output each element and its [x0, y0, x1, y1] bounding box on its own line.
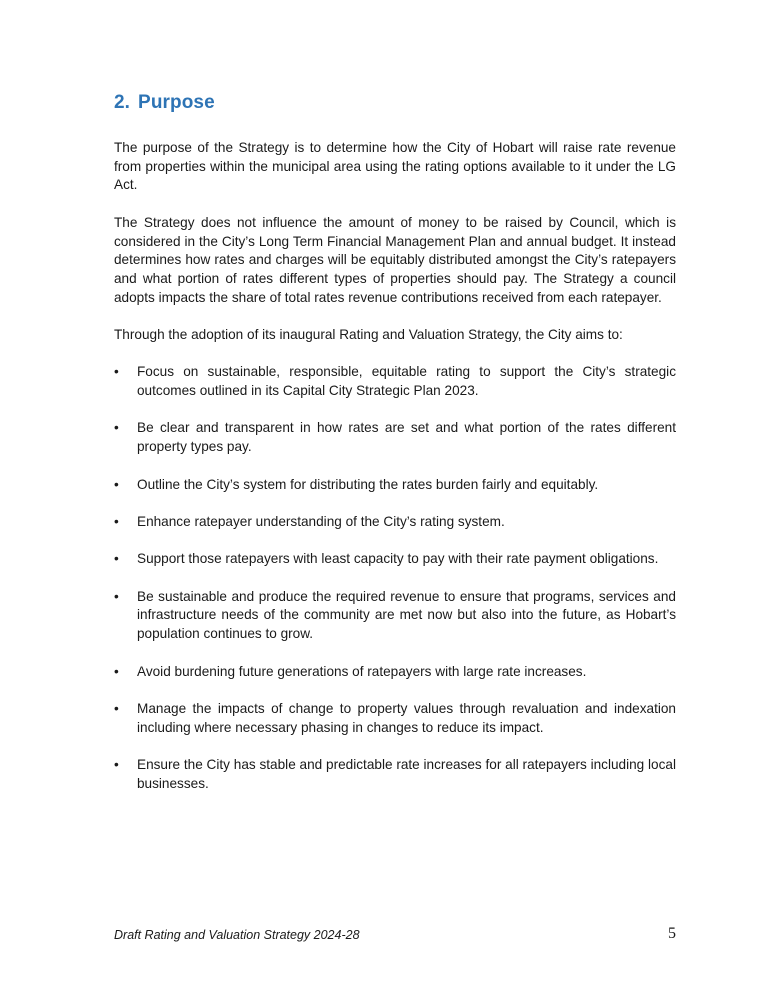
list-item-text: Focus on sustainable, responsible, equitable rating to support the City’s strategic outcomes outlined in its Capital City Strategic Plan 2023.	[137, 364, 676, 399]
list-item-text: Avoid burdening future generations of ratepayers with large rate increases.	[137, 663, 587, 679]
bullet-icon: •	[114, 700, 119, 716]
paragraph-aims-intro: Through the adoption of its inaugural Rating and Valuation Strategy, the City aims to:	[114, 327, 623, 342]
list-item-text: Be clear and transparent in how rates are set and what portion of the rates different property types pay.	[137, 420, 676, 455]
bullet-icon: •	[114, 476, 119, 492]
paragraph-purpose: The purpose of the Strategy is to determine how the City of Hobart will raise rate revenue from properties within the municipal area using the rating options available to it under the LG Act.	[114, 140, 676, 193]
bullet-icon: •	[114, 757, 119, 773]
list-item	[114, 588, 676, 644]
bullet-icon: •	[114, 420, 119, 436]
list-item-text: Manage the impacts of change to property values through revaluation and indexation including where necessary phasing in changes to reduce its impact.	[137, 700, 676, 735]
list-item-text: Support those ratepayers with least capacity to pay with their rate payment obligations.	[137, 551, 659, 567]
aims-list	[114, 363, 676, 793]
section-body	[114, 139, 676, 812]
list-item-text: Be sustainable and produce the required revenue to ensure that programs, services and infrastructure needs of the community are met now but also into the future, as Hobart’s population continues to grow.	[137, 588, 676, 642]
paragraph-influence: The Strategy does not influence the amount of money to be raised by Council, which is considered in the City’s Long Term Financial Management Plan and annual budget. It instead determines how rates and charges will be equitably distributed amongst the City’s ratepayers and what portion of rates different types of properties should pay. The Strategy a council adopts impacts the share of total rates revenue contributions received from each ratepayer.	[114, 214, 676, 305]
list-item	[114, 663, 676, 682]
bullet-icon: •	[114, 663, 119, 679]
bullet-icon: •	[114, 551, 119, 567]
list-item	[114, 700, 676, 737]
list-item-text: Ensure the City has stable and predictable rate increases for all ratepayers including local businesses.	[137, 757, 676, 791]
list-item-text: Enhance ratepayer understanding of the City’s rating system.	[137, 513, 505, 529]
section-title: Purpose	[138, 92, 215, 113]
list-item	[114, 756, 676, 793]
section-number: 2.	[114, 92, 131, 113]
bullet-icon: •	[114, 513, 119, 529]
list-item	[114, 476, 676, 495]
bullet-icon: •	[114, 588, 119, 604]
list-item-text: Outline the City’s system for distributing the rates burden fairly and equitably.	[137, 476, 599, 492]
list-item	[114, 363, 676, 400]
list-item	[114, 550, 676, 569]
section-heading	[114, 92, 215, 114]
footer-document-title: Draft Rating and Valuation Strategy 2024-28	[114, 928, 360, 942]
list-item	[114, 513, 676, 532]
list-item	[114, 419, 676, 456]
bullet-icon: •	[114, 364, 119, 380]
footer-page-number: 5	[668, 925, 676, 942]
